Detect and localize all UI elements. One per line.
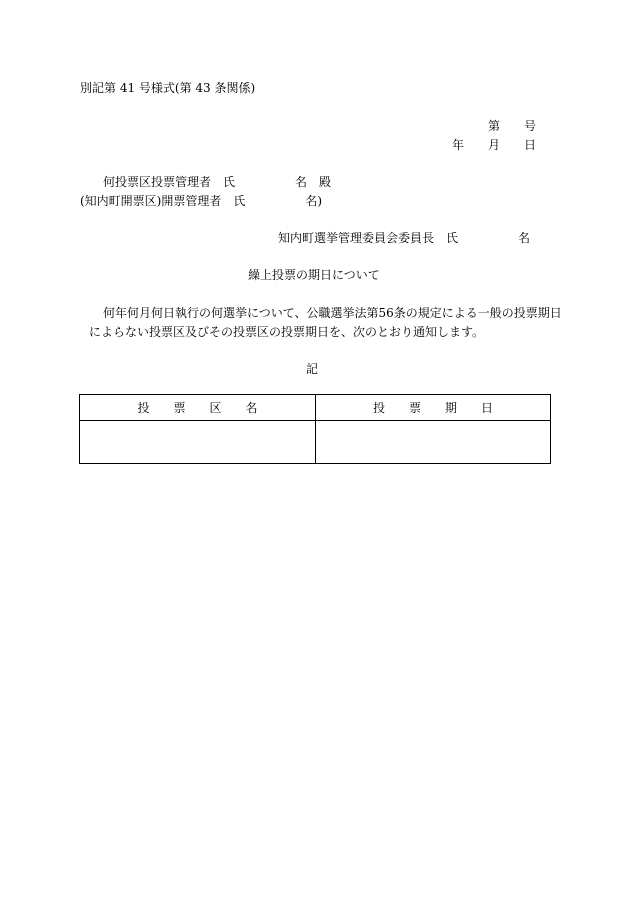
addressee-line-1: 何投票区投票管理者 氏 名 殿 <box>103 175 332 189</box>
body-line-1: 何年何月何日執行の何選挙について、公職選挙法第56条の規定による一般の投票期日 <box>103 306 562 320</box>
table-header-voting-date: 投 票 期 日 <box>316 395 550 421</box>
document-number: 第 号 <box>488 119 537 133</box>
document-title: 繰上投票の期日について <box>248 268 380 282</box>
table-cell-voting-date <box>316 421 550 463</box>
sender: 知内町選挙管理委員会委員長 氏 名 <box>278 231 531 245</box>
table-cell-district-name <box>80 421 316 463</box>
table-header-district-name: 投 票 区 名 <box>80 395 316 421</box>
document-date: 年 月 日 <box>452 138 537 152</box>
body-line-2: によらない投票区及びその投票区の投票期日を、次のとおり通知します。 <box>89 325 485 339</box>
ki-heading: 記 <box>306 362 319 376</box>
district-date-table <box>79 394 551 464</box>
form-reference: 別記第 41 号様式(第 43 条関係) <box>80 81 256 95</box>
addressee-line-2: (知内町開票区)開票管理者 氏 名) <box>80 194 323 208</box>
